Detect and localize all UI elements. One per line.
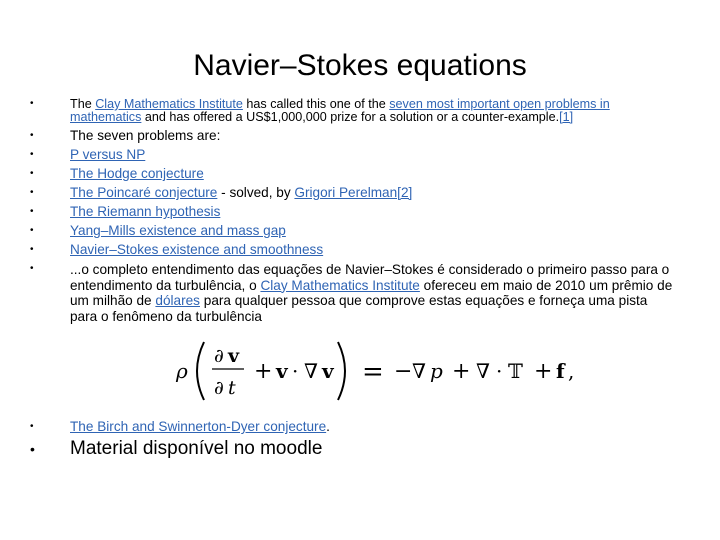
svg-text:+: +: [452, 359, 471, 384]
yang-mills-link[interactable]: Yang–Mills existence and mass gap: [70, 223, 286, 238]
poincare-link[interactable]: The Poincaré conjecture: [70, 185, 218, 200]
list-item: [70, 166, 678, 181]
item-text: and has offered a US$1,000,000 prize for a solution or a counter-example.: [141, 110, 560, 124]
bullet: •: [30, 149, 34, 160]
list-item: [70, 98, 678, 124]
reference-1-link[interactable]: [1]: [559, 110, 574, 124]
dolares-link[interactable]: dólares: [155, 293, 200, 308]
svg-text:+: +: [534, 359, 553, 384]
riemann-link[interactable]: The Riemann hypothesis: [70, 204, 221, 219]
list-item: [70, 204, 678, 219]
bullet: •: [30, 98, 34, 109]
item-text: .: [326, 419, 330, 434]
list-item: [70, 419, 678, 434]
bullet: •: [30, 263, 34, 274]
svg-text:v: v: [322, 359, 334, 383]
bullet: •: [30, 421, 34, 432]
svg-text:p: p: [430, 359, 443, 383]
item-text: has called this one of the: [242, 97, 390, 111]
item-text: - solved, by: [217, 185, 295, 200]
svg-text:∂: ∂: [214, 345, 224, 367]
svg-text:∇: ∇: [304, 359, 318, 383]
list-item: [70, 242, 678, 257]
list-item: [70, 147, 678, 162]
bullet: •: [30, 244, 34, 255]
svg-text:∇: ∇: [476, 359, 490, 383]
svg-text:f: f: [556, 359, 565, 383]
list-item: The seven problems are:: [70, 128, 221, 143]
navier-stokes-equation: [172, 336, 672, 406]
svg-text:∇: ∇: [412, 359, 426, 383]
svg-text:t: t: [228, 377, 236, 399]
page-title: Navier–Stokes equations: [193, 49, 527, 82]
svg-text:v: v: [228, 345, 240, 367]
navier-stokes-link[interactable]: Navier–Stokes existence and smoothness: [70, 242, 324, 257]
svg-text:𝕋: 𝕋: [508, 359, 523, 383]
list-item: Material disponível no moodle: [70, 438, 323, 459]
bullet: •: [30, 441, 35, 457]
item-text: para qualquer pessoa que comprove estas equações e forneça uma pista para o fenômeno da turbulência: [70, 293, 648, 324]
seven-problems-link[interactable]: seven most important open problems in mathematics: [70, 97, 610, 124]
clay-institute-link[interactable]: Clay Mathematics Institute: [95, 97, 243, 111]
p-vs-np-link[interactable]: P versus NP: [70, 147, 146, 162]
svg-text:·: ·: [292, 359, 299, 383]
bullet: •: [30, 206, 34, 217]
svg-text:∂: ∂: [214, 377, 224, 399]
item-text: ofereceu em maio de 2010 um prêmio de um milhão de: [70, 277, 673, 308]
bullet: •: [30, 187, 34, 198]
clay-institute-link[interactable]: Clay Mathematics Institute: [260, 277, 420, 293]
svg-text:v: v: [276, 359, 288, 383]
bullet: •: [30, 130, 34, 141]
list-item: [70, 262, 675, 324]
svg-text:·: ·: [496, 359, 503, 383]
item-text: ...o completo entendimento das equações de Navier–Stokes é considerado o primeiro passo para o entendimento da turbulência, o: [70, 262, 670, 293]
svg-text:+: +: [254, 359, 273, 384]
bullet: •: [30, 168, 34, 179]
svg-text:−: −: [394, 359, 413, 384]
bullet: •: [30, 225, 34, 236]
item-text: The: [70, 97, 96, 111]
list-item: [70, 185, 678, 200]
hodge-link[interactable]: The Hodge conjecture: [70, 166, 204, 181]
birch-swinnerton-dyer-link[interactable]: The Birch and Swinnerton-Dyer conjecture: [70, 419, 327, 434]
list-item: [70, 223, 678, 238]
svg-text:ρ: ρ: [176, 359, 188, 383]
perelman-link[interactable]: Grigori Perelman[2]: [294, 185, 413, 200]
svg-text:=: =: [362, 357, 384, 387]
svg-text:,: ,: [568, 359, 575, 383]
